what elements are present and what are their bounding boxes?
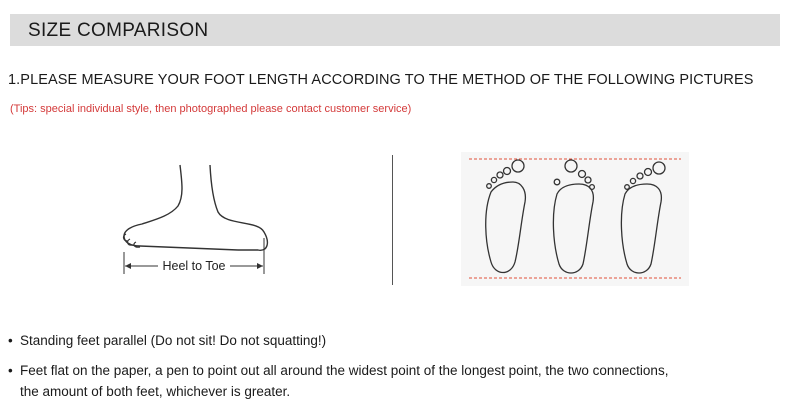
section-title: SIZE COMPARISON <box>28 20 209 41</box>
bullet-text-2-continued: the amount of both feet, whichever is greater. <box>20 384 291 399</box>
instruction-heading: 1.PLEASE MEASURE YOUR FOOT LENGTH ACCORDING TO THE METHOD OF THE FOLLOWING PICTURES <box>8 72 754 88</box>
bullet-text-1: Standing feet parallel (Do not sit! Do not squatting!) <box>20 333 327 348</box>
side-foot-illustration <box>118 160 278 280</box>
section-header <box>10 14 780 46</box>
foot-side-icon <box>118 160 278 280</box>
bullet-item-1 <box>8 333 326 348</box>
bullet-text-2: Feet flat on the paper, a pen to point out all around the widest point of the longest point, the two connections, <box>20 363 669 378</box>
heel-to-toe-label: Heel to Toe <box>162 259 226 273</box>
divider-line <box>392 155 393 285</box>
bullet-icon: • <box>8 333 13 348</box>
footprints-illustration <box>461 152 689 286</box>
tips-note: (Tips: special individual style, then photographed please contact customer service) <box>10 103 412 115</box>
bullet-item-2 <box>8 363 668 378</box>
footprints-icon <box>461 152 689 286</box>
bullet-icon: • <box>8 363 13 378</box>
